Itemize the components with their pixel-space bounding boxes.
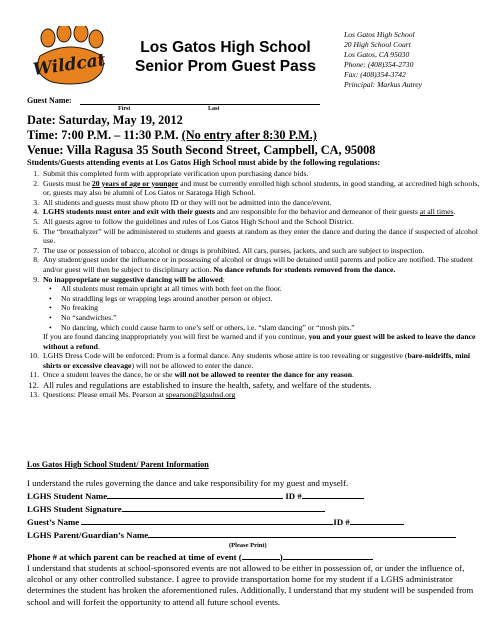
student-name-field[interactable] [107,489,283,499]
parent-phone-label: Phone # at which parent can be reached at time of event ( [27,552,242,562]
rule-item: 8. Any student/guest under the influence or in possessing of alcohol or drugs will be detained until parents and police are notified. The student and/or guest will then be subject to disciplinary action. No dance refunds for students removed from the dance. [33,255,474,274]
list-item: • No freaking [49,303,98,313]
rule-item: 5. All guests agree to follow the guidelines and rules of Los Gatos High School and the School District. [33,216,354,226]
paw-toe [41,29,55,47]
wildcat-logo [26,26,114,86]
contact-email-link[interactable]: spearson@lgsuhsd.org [165,390,236,400]
address-line: Los Gatos High School [344,30,415,39]
paw-toe [89,30,103,48]
title-pass: Senior Prom Guest Pass [135,58,316,75]
student-id-label: ID # [285,491,302,501]
rule-item: 2. Guests must be 20 years of age or younger and must be currently enrolled high school students, in good standing, at accredited high schools, or, guests may also be alumni of Los Gatos or Saratoga High School. [33,178,480,198]
student-parent-form [27,478,487,608]
guests-name-field[interactable] [81,515,333,525]
rule-item: 7. The use or possession of tobacco, alcohol or drugs is prohibited. All cars, purses, jackets, and such are subject to inspection. [33,245,425,255]
guest-id-field[interactable] [350,515,404,525]
rule-item: 6. The “breathalyzer” will be administered to students and guests at random as they enter the dance and during the dance if suspected of alcohol use. [33,226,478,246]
event-entry-note: (No entry after 8:30 P.M.) [181,128,317,142]
student-name-row [27,489,487,502]
responsibility-statement: I understand the rules governing the dance and take responsibility for my guest and myself. [27,478,349,488]
guest-name-label: Guest Name: [27,96,72,105]
rule-item: 12. All rules and regulations are established to insure the health, safety, and welfare of the students. [28,380,372,391]
title-school: Los Gatos High School [140,39,311,56]
parent-name-field[interactable] [148,528,456,538]
rule-item: 11. Once a student leaves the dance, he or she will not be allowed to reenter the dance for any reason. [29,370,354,380]
school-address [344,30,489,90]
phone-number-field[interactable] [283,550,373,560]
section-title: Los Gatos High School Student/ Parent Information [27,460,209,469]
guest-id-label: ID # [333,517,350,527]
student-name-label: LGHS Student Name [27,491,108,501]
area-code-field[interactable] [242,550,280,560]
event-date: Date: Saturday, May 19, 2012 [27,113,183,127]
list-item: • No dancing, which could cause harm to one’s self or others, i.e. “slam dancing” or “mosh pits.” [49,322,355,332]
rule-item: 9. No inappropriate or suggestive dancing will be allowed: • All students must remain upright at all times with both feet on the floor. • No straddling legs or wrapping legs around another person or object. • No freaking • No “sandwiches.” • No dancing, which could cause harm to one’s self or others, i.e. “slam dancing” or “mosh pits.” If you are found dancing inappropriately you will first be warned and if you continue, you and your guest will be asked to leave the dance without a refund. [27,275,483,352]
address-line: 20 High School Court [344,40,411,49]
guest-name-field[interactable] [80,104,320,105]
address-principal: Principal: Markus Autrey [344,80,423,89]
student-signature-label: LGHS Student Signature [27,504,122,514]
regulations-intro: Students/Guests attending events at Los Gatos High School must abide by the following regulations: [27,158,381,167]
rules-list [27,169,483,400]
event-venue: Venue: Villa Ragusa 35 South Second Street, Campbell, CA, 95008 [27,143,376,157]
paw-toe [74,26,88,42]
dancing-warning: If you are found dancing inappropriately you will first be warned and if you continue, you and your guest will be asked to leave the dance without a refund. [43,332,476,351]
address-fax: Fax: (408)354-3742 [344,70,406,79]
rule-item: 10. LGHS Dress Code will be enforced: Prom is a formal dance. Any students whose attire is too revealing or suggestive (bare-midriffs, mini shirts or excessive cleavage) will not be allowed to enter the dance. [29,351,471,370]
wildcat-paw-logo [26,26,114,86]
event-time [27,128,317,143]
rule-item: 13. Questions: Please email Ms. Pearson at spearson@lgsuhsd.org [29,390,236,400]
student-signature-field[interactable] [122,502,325,512]
list-item: • All students must remain upright at all times with both feet on the floor. [49,284,282,294]
rule-item: 3. All students and guests must show photo ID or they will not be admitted into the dance/event. [33,197,332,207]
parent-name-row [27,528,487,541]
rule-item: 1. Submit this completed form with appropriate verification upon purchasing dance bids. [33,169,309,178]
student-signature-row [27,502,487,515]
last-name-label: Last [208,106,220,112]
guest-name-row [27,515,487,528]
list-item: • No straddling legs or wrapping legs around another person or object. [49,293,273,303]
please-print-label: (Please Print) [229,542,267,549]
guests-name-label: Guest’s Name [27,517,80,527]
paw-toe [57,26,71,42]
parent-agreement: I understand that students at school-sponsored events are not allowed to be either in possession of, or under the influence of, alcohol or any other controlled substance. I agree to provide transportation home for my student if a LGHS administrator determines the student has broken the aforementioned rules. Additionally, I understand that my student will be suspended from school and will forfeit the opportunity to attend all future school events. [27,563,474,607]
dancing-bullets [43,284,483,332]
parent-phone-row: Phone # at which parent can be reached at time of event ( ) [27,550,487,563]
event-time-text: Time: 7:00 P.M. – 11:30 P.M. [27,128,182,142]
first-name-label: First [118,106,131,112]
logo-wordmark: Wildcat [31,50,107,81]
address-line: Los Gatos, CA 95030 [344,50,410,59]
student-id-field[interactable] [302,489,364,499]
list-item: • No “sandwiches.” [49,312,117,322]
address-phone: Phone: (408)354-2730 [344,60,414,69]
page-title [118,38,333,76]
parent-name-label: LGHS Parent/Guardian’s Name [27,530,149,540]
rule-item: 4. LGHS students must enter and exit with their guests and are responsible for the behavior and demeanor of their guests at all times. [33,207,456,217]
